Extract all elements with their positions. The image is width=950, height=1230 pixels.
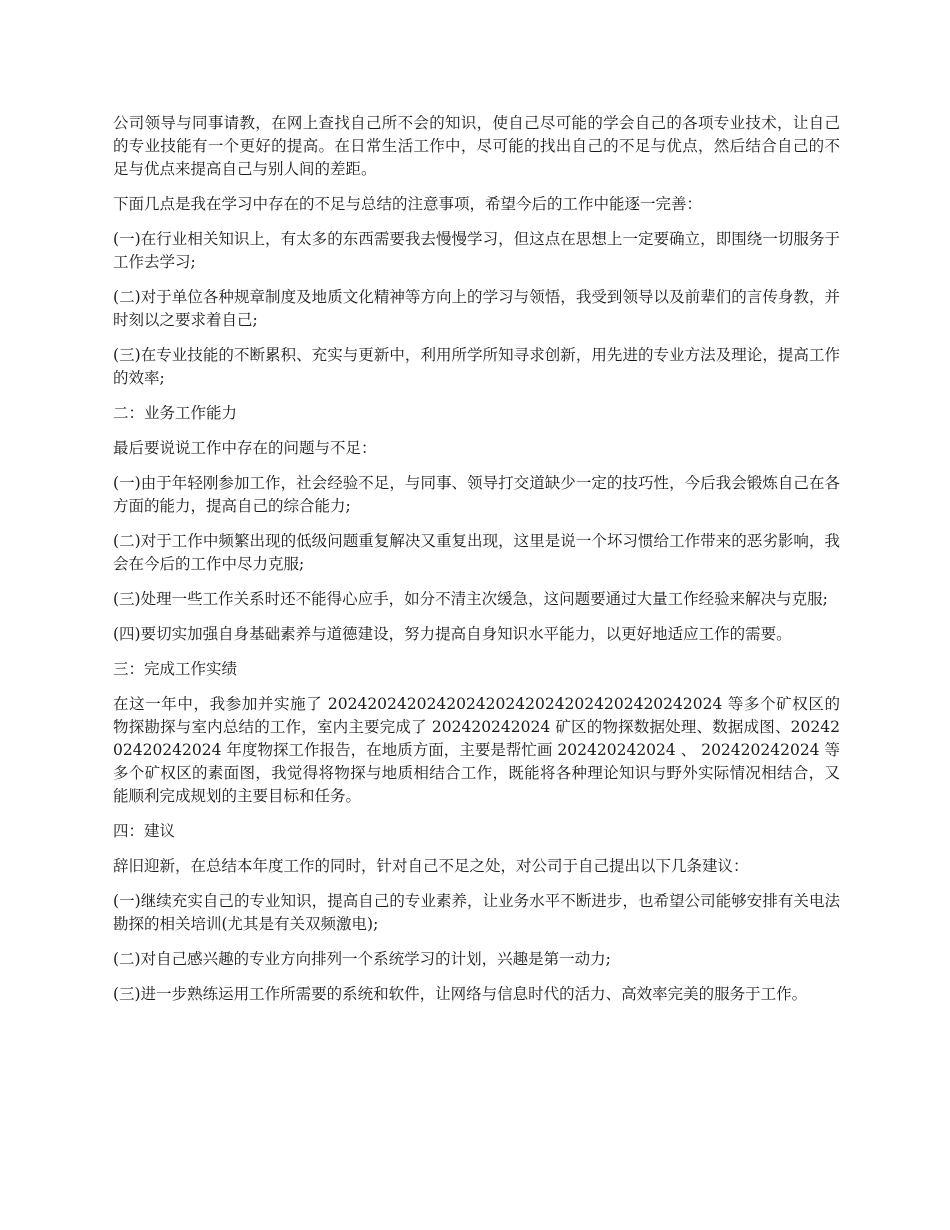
list-item-self-improvement: (四)要切实加强自身基础素养与道德建设，努力提高自身知识水平能力，以更好地适应工作的需要。 [113, 625, 792, 643]
list-item-skills: (三)在专业技能的不断累积、充实与更新中，利用所学所知寻求创新，用先进的专业方法及理论，提高工作的效率; [113, 346, 840, 387]
section-heading-suggestions: 四：建议 [113, 822, 176, 840]
paragraph-suggestions-intro: 辞旧迎新，在总结本年度工作的同时，针对自己不足之处，对公司于自己提出以下几条建议： [113, 857, 749, 875]
list-item-knowledge: (一)在行业相关知识上，有太多的东西需要我去慢慢学习，但这点在思想上一定要确立，即围绕一切服务于工作去学习; [113, 230, 840, 271]
paragraph-problems-intro: 最后要说说工作中存在的问题与不足： [113, 439, 377, 457]
section-heading-achievements: 三：完成工作实绩 [113, 660, 238, 678]
list-item-experience: (一)由于年轻刚参加工作，社会经验不足，与同事、领导打交道缺少一定的技巧性，今后我会锻炼自己在各方面的能力，提高自己的综合能力; [113, 474, 840, 515]
list-item-software: (三)进一步熟练运用工作所需要的系统和软件，让网络与信息时代的活力、高效率完美的服务于工作。 [113, 985, 808, 1003]
list-item-training: (一)继续充实自己的专业知识，提高自己的专业素养，让业务水平不断进步，也希望公司能够安排有关电法勘探的相关培训(尤其是有关双频激电); [113, 892, 840, 933]
section-heading-business-ability: 二：业务工作能力 [113, 404, 238, 422]
paragraph-shortcomings-intro: 下面几点是我在学习中存在的不足与总结的注意事项，希望今后的工作中能逐一完善： [113, 195, 703, 213]
list-item-repeated-problems: (二)对于工作中频繁出现的低级问题重复解决又重复出现，这里是说一个坏习惯给工作带来的恶劣影响，我会在今后的工作中尽力克服; [113, 532, 840, 573]
document-body [113, 112, 840, 1018]
list-item-regulations: (二)对于单位各种规章制度及地质文化精神等方向上的学习与领悟，我受到领导以及前辈们的言传身教，并时刻以之要求着自己; [113, 288, 840, 329]
paragraph-intro-continued: 公司领导与同事请教，在网上查找自己所不会的知识，使自己尽可能的学会自己的各项专业技术，让自己的专业技能有一个更好的提高。在日常生活工作中，尽可能的找出自己的不足与优点，然后结合自己的不足与优点来提高自己与别人间的差距。 [113, 114, 840, 178]
list-item-work-relations: (三)处理一些工作关系时还不能得心应手，如分不清主次缓急，这问题要通过大量工作经验来解决与克服; [113, 590, 828, 608]
paragraph-achievements: 在这一年中，我参加并实施了 2024202420242024202420242024202420242024 等多个矿权区的物探勘探与室内总结的工作，室内主要完成了 202420242024 矿区的物探数据处理、数据成图、2024202420242024 年度物探工作报告，在地质方面，主要是帮忙画 202420242024 、 202420242024 等多个矿权区的素面图，我觉得将物探与地质相结合工作，既能将各种理论知识与野外实际情况相结合，又能顺利完成规划的主要目标和任务。 [113, 695, 840, 805]
list-item-study-plan: (二)对自己感兴趣的专业方向排列一个系统学习的计划，兴趣是第一动力; [113, 950, 611, 968]
